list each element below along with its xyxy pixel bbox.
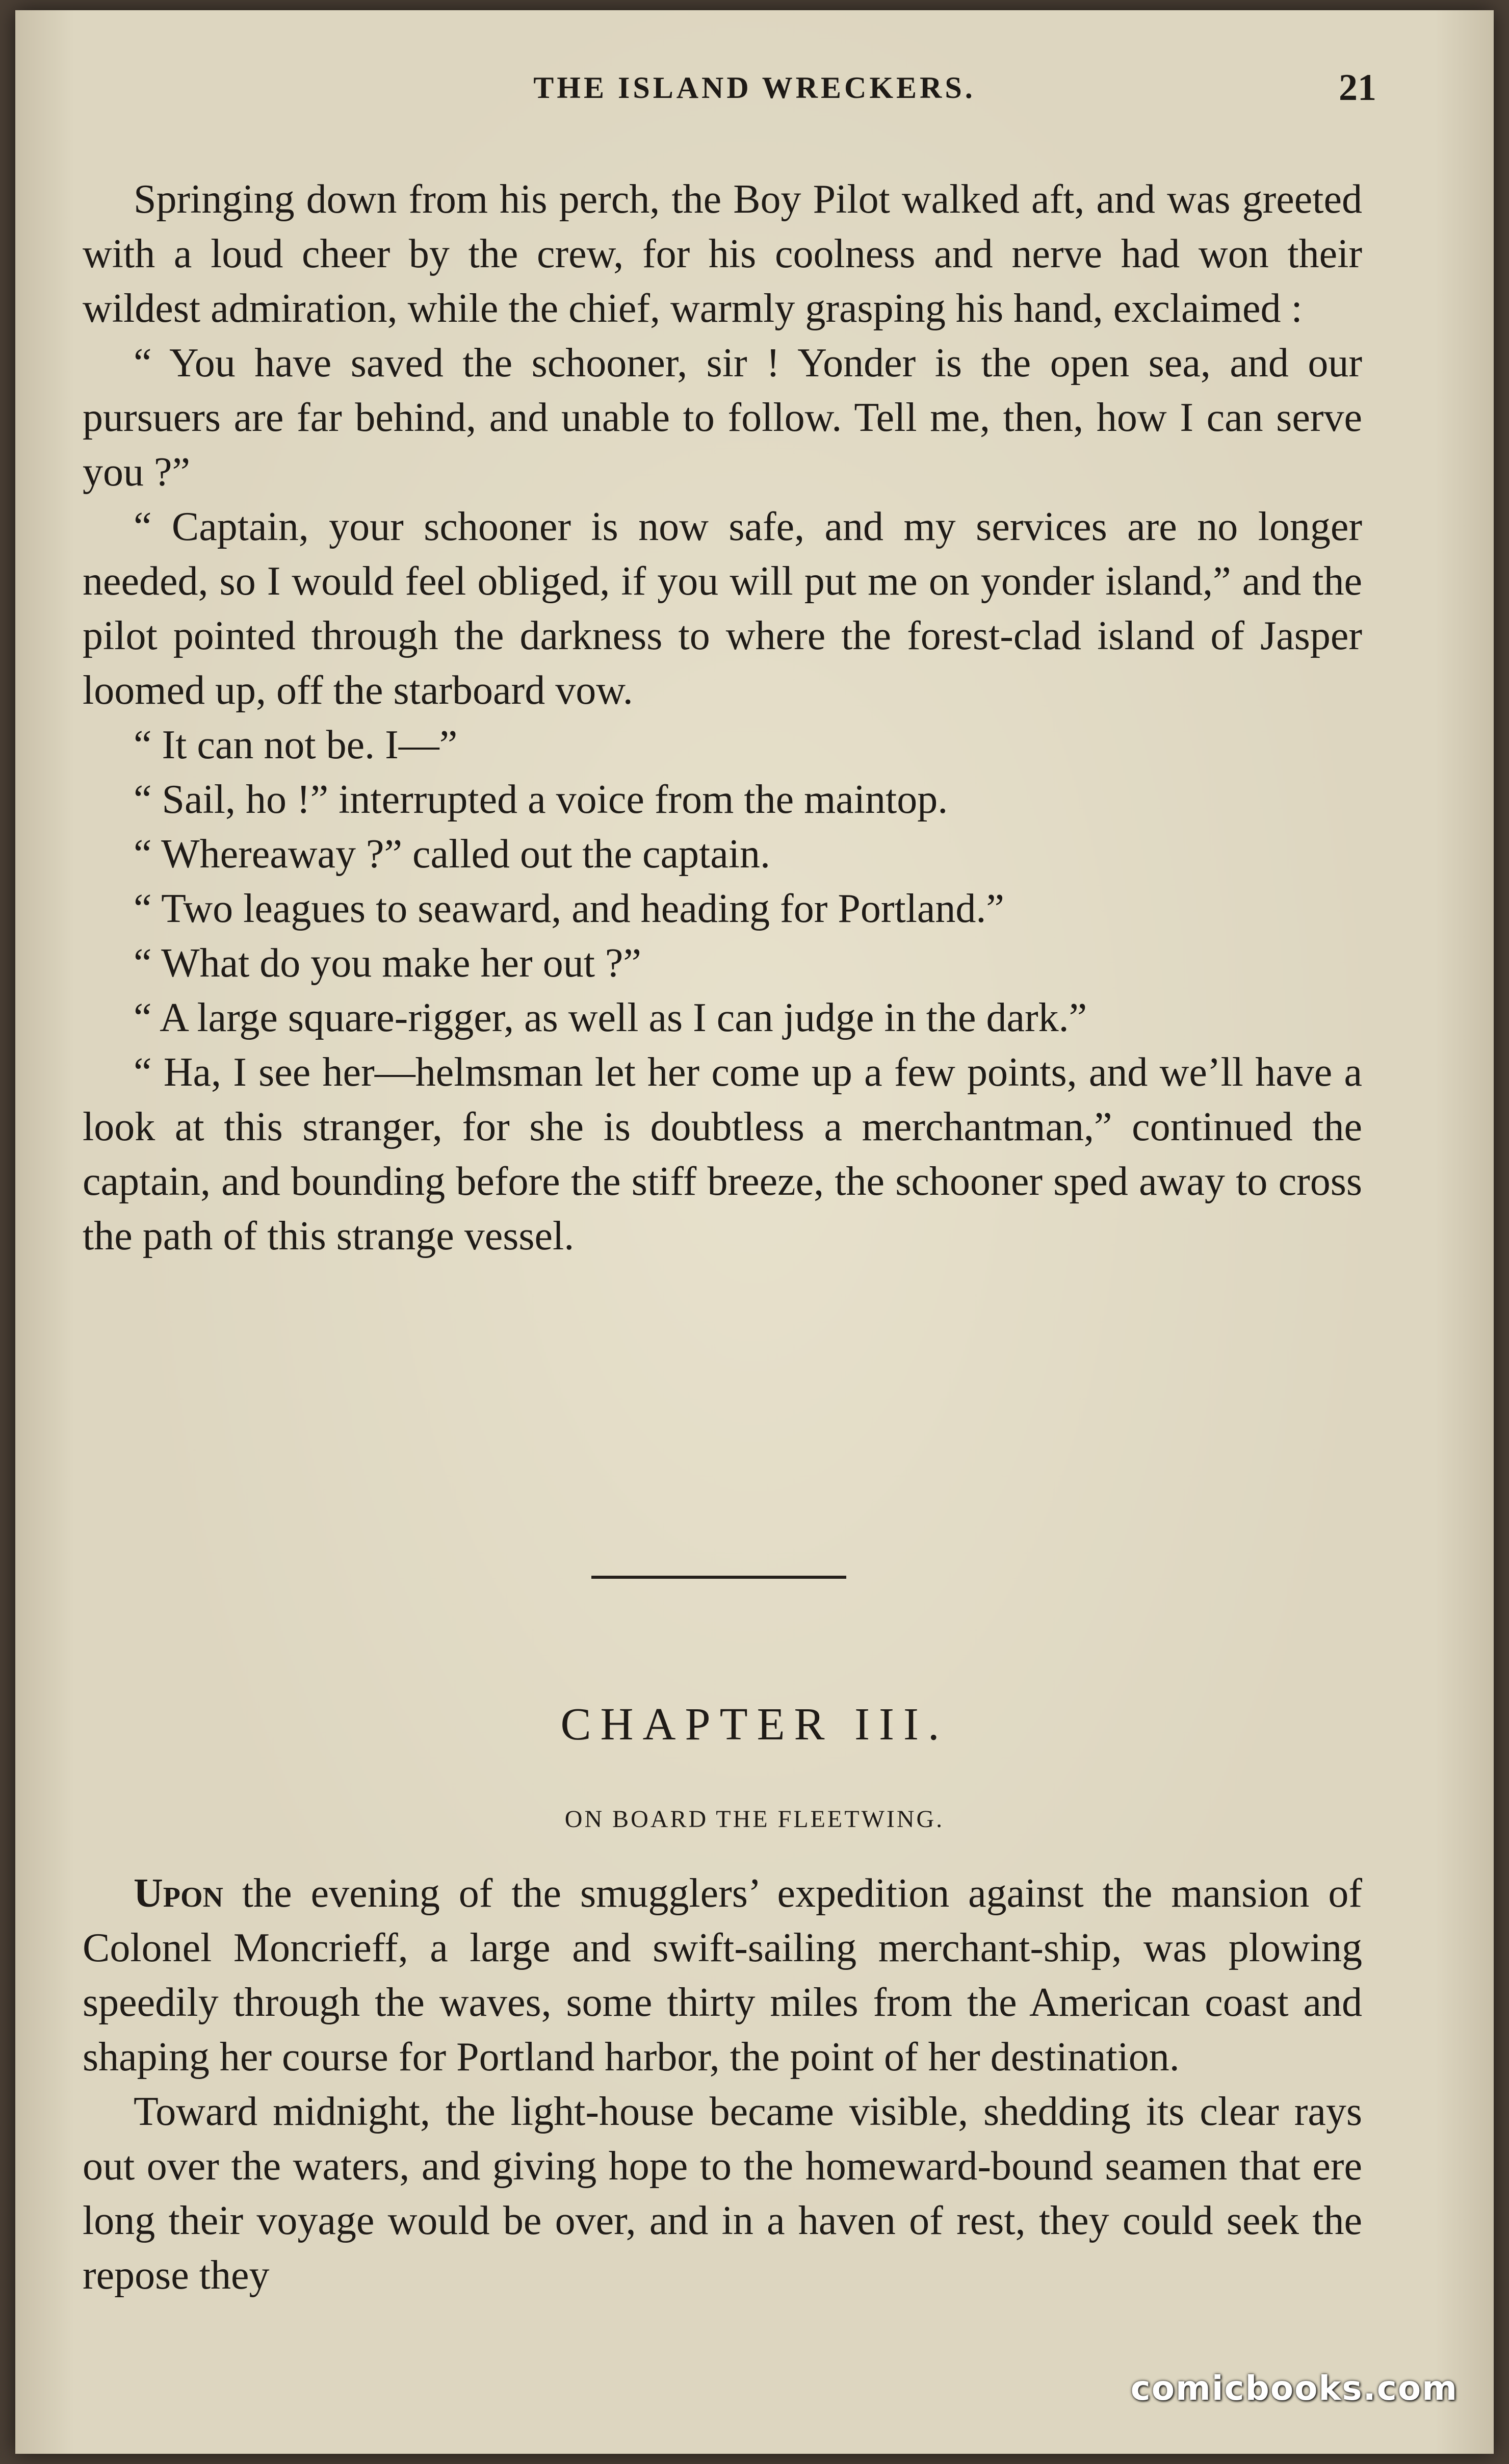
book-page	[15, 10, 1494, 2454]
chapter-heading: CHAPTER III.	[560, 1699, 949, 1750]
section-divider	[591, 1576, 846, 1579]
paragraph-text: the evening of the smugglers’ expedition against the mansion of Colonel Moncrieff, a large and swift-sailing merchant-ship, was plowing speedily through the waves, some thirty miles from the American coast and shaping her course for Portland harbor, the point of her destination.	[83, 1871, 1362, 2080]
site-watermark: comicbooks.com	[1130, 2369, 1458, 2408]
chapter-text	[83, 1866, 1362, 2303]
paragraph: Springing down from his perch, the Boy Pilot walked aft, and was greeted with a loud cheer by the crew, for his coolness and nerve had won their wildest admiration, while the chief, warmly grasping his hand, exclaimed :	[83, 177, 1362, 331]
chapter-subtitle: ON BOARD THE FLEETWING.	[564, 1806, 945, 1833]
lead-word: Upon	[134, 1871, 223, 1916]
paragraph: “ Captain, your schooner is now safe, and my services are no longer needed, so I would feel obliged, if you will put me on yonder island,” and the pilot pointed through the darkness to where the forest-clad island of Jasper loomed up, off the starboard vow.	[83, 504, 1362, 713]
paragraph: “ It can not be. I—”	[134, 723, 458, 767]
story-text	[83, 172, 1362, 1264]
paragraph: “ Whereaway ?” called out the captain.	[134, 832, 770, 877]
paragraph: “ Two leagues to seaward, and heading for Portland.”	[134, 886, 1004, 931]
paragraph: Toward midnight, the light-house became visible, shedding its clear rays out over the waters, and giving hope to the homeward-bound seamen that ere long their voyage would be over, and in a haven of rest, they could seek the repose they	[83, 2089, 1362, 2298]
paragraph: “ What do you make her out ?”	[134, 941, 641, 986]
chapter-opening-paragraph	[83, 1866, 1362, 2085]
paragraph: “ You have saved the schooner, sir ! Yonder is the open sea, and our pursuers are far behind, and unable to follow. Tell me, then, how I can serve you ?”	[83, 341, 1362, 495]
paragraph: “ Sail, ho !” interrupted a voice from the maintop.	[134, 777, 948, 822]
paragraph: “ Ha, I see her—helmsman let her come up a few points, and we’ll have a look at this stranger, for she is doubtless a merchantman,” continued the captain, and bounding before the stiff breeze, the schooner sped away to cross the path of this strange vessel.	[83, 1050, 1362, 1259]
page-number: 21	[1339, 67, 1376, 109]
paragraph: “ A large square-rigger, as well as I can judge in the dark.”	[134, 995, 1087, 1040]
running-title: THE ISLAND WRECKERS.	[533, 71, 976, 105]
running-header	[15, 67, 1494, 116]
